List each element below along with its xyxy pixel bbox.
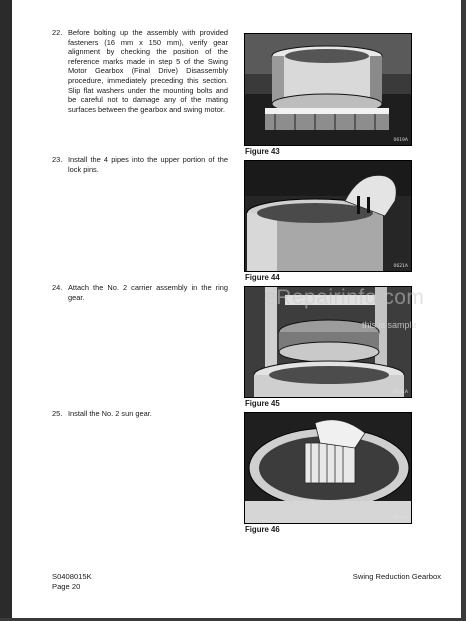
figure-caption: Figure 46 bbox=[245, 525, 280, 534]
watermark-note: this is sample bbox=[362, 320, 417, 330]
step-text: Install the No. 2 sun gear. bbox=[68, 409, 152, 418]
step-text: Attach the No. 2 carrier assembly in the ring gear. bbox=[68, 283, 228, 302]
step-number: 22. bbox=[52, 28, 63, 37]
doc-number: S0408015K bbox=[52, 572, 92, 581]
lock-pins-illustration bbox=[245, 161, 411, 271]
sun-gear-illustration bbox=[245, 413, 411, 523]
document-page bbox=[12, 0, 461, 618]
step-number: 23. bbox=[52, 155, 63, 164]
figure-caption: Figure 44 bbox=[245, 273, 280, 282]
viewer-frame-left bbox=[0, 0, 12, 621]
step-number: 24. bbox=[52, 283, 63, 292]
step-text: Install the 4 pipes into the upper portion of the lock pins. bbox=[68, 155, 228, 174]
gearbox-assembly-illustration bbox=[245, 34, 411, 145]
figure-photo bbox=[244, 33, 412, 146]
figure-code: 0621A bbox=[393, 264, 408, 269]
figure-caption: Figure 43 bbox=[245, 147, 280, 156]
viewer-frame-right bbox=[461, 0, 466, 621]
page-number: Page 20 bbox=[52, 582, 81, 591]
figure-44 bbox=[244, 160, 412, 282]
figure-photo bbox=[244, 412, 412, 524]
figure-code: 0622A bbox=[393, 516, 408, 521]
figure-43 bbox=[244, 33, 412, 156]
footer-left bbox=[52, 572, 92, 592]
figure-code: 0621A bbox=[393, 390, 408, 395]
figure-photo bbox=[244, 160, 412, 272]
section-title: Swing Reduction Gearbox bbox=[352, 572, 441, 581]
figure-46 bbox=[244, 412, 412, 534]
figure-caption: Figure 45 bbox=[245, 399, 280, 408]
footer-right bbox=[310, 572, 441, 582]
step-number: 25. bbox=[52, 409, 63, 418]
step-text: Before bolting up the assembly with provided fasteners (16 mm x 150 mm), verify gear alignment by checking the position of the reference marks made in step 5 of the Swing Motor Gearbox (Final Drive) Disassembly procedure, immediately preceding this section. Slip flat washers under the mounting bolts and be careful not to damage any of the mating surfaces between the gearbox and swing motor. bbox=[68, 28, 228, 114]
watermark-site: eRepairinfo.com bbox=[264, 286, 425, 309]
figure-code: 0619A bbox=[393, 138, 408, 143]
